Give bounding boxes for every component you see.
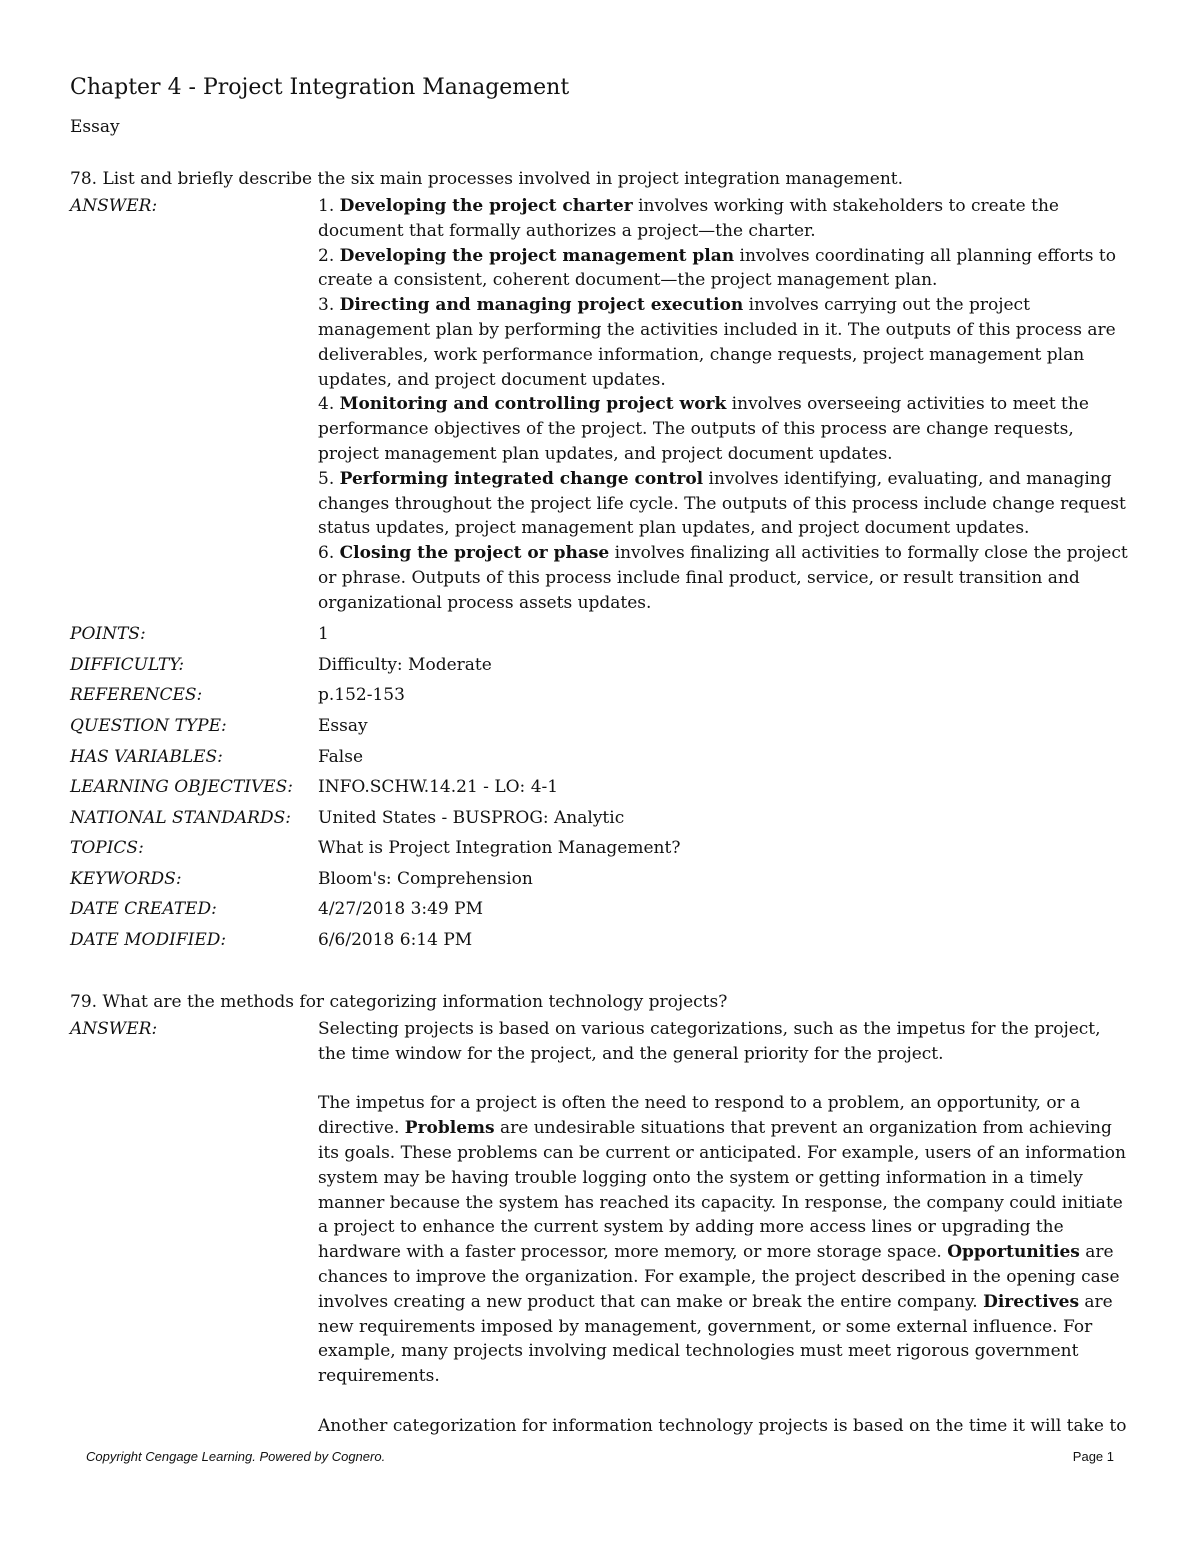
- references-value: p.152-153: [318, 685, 405, 706]
- date-modified-label: DATE MODIFIED:: [70, 930, 227, 951]
- national-standards-label: NATIONAL STANDARDS:: [70, 807, 291, 828]
- question-79-text: 79. What are the methods for categorizing information technology projects?: [70, 992, 728, 1013]
- answer-item: 5. Performing integrated change control involves identifying, evaluating, and managing changes throughout the project life cycle. The outputs of this process include change request status updates, project management plan updates, and project document updates.: [318, 468, 1126, 539]
- date-modified-value: 6/6/2018 6:14 PM: [318, 930, 473, 951]
- question-79-block: [70, 1017, 1132, 1439]
- answer-label: ANSWER:: [70, 1019, 158, 1040]
- has-variables-value: False: [318, 746, 363, 767]
- question-78-text: 78. List and briefly describe the six main processes involved in project integration management.: [70, 169, 904, 189]
- points-label: POINTS:: [70, 624, 146, 645]
- keywords-label: KEYWORDS:: [70, 868, 182, 889]
- topics-value: What is Project Integration Management?: [318, 838, 681, 859]
- answer-item: 1. Developing the project charter involves working with stakeholders to create the document that formally authorizes a project—the charter.: [318, 196, 1059, 241]
- difficulty-label: DIFFICULTY:: [70, 654, 185, 675]
- document-page: [70, 74, 1132, 1439]
- page-footer: [86, 1449, 1114, 1464]
- chapter-title: Chapter 4 - Project Integration Management: [70, 75, 570, 100]
- answer-label: ANSWER:: [70, 196, 158, 216]
- keywords-value: Bloom's: Comprehension: [318, 868, 533, 889]
- learning-objectives-value: INFO.SCHW.14.21 - LO: 4-1: [318, 777, 559, 798]
- answer-paragraph: Another categorization for information technology projects is based on the time it will take to: [318, 1415, 1127, 1436]
- has-variables-label: HAS VARIABLES:: [70, 746, 223, 767]
- learning-objectives-label: LEARNING OBJECTIVES:: [70, 777, 294, 798]
- answer-item: 2. Developing the project management plan involves coordinating all planning efforts to create a consistent, coherent document—the project management plan.: [318, 245, 1116, 291]
- points-value: 1: [318, 624, 329, 645]
- answer-paragraph: The impetus for a project is often the need to respond to a problem, an opportunity, or a directive. Problems are undesirable situations that prevent an organization from achieving its goals. These problems can be current or anticipated. For example, users of an information system may be having trouble logging onto the system or getting information in a timely manner because the system has reached its capacity. In response, the company could initiate a project to enhance the current system by adding more access lines or upgrading the hardware with a faster processor, more memory, or more storage space. Opportunities are chances to improve the organization. For example, the project described in the opening case involves creating a new product that can make or break the entire company. Directives are new requirements imposed by management, government, or some external influence. For example, many projects involving medical technologies must meet rigorous government requirements.: [318, 1093, 1126, 1387]
- answer-paragraph: Selecting projects is based on various categorizations, such as the impetus for the project, the time window for the project, and the general priority for the project.: [318, 1019, 1101, 1064]
- topics-label: TOPICS:: [70, 838, 144, 859]
- difficulty-value: Difficulty: Moderate: [318, 654, 492, 675]
- answer-list: [318, 194, 1132, 616]
- page-number: Page 1: [1072, 1449, 1114, 1464]
- national-standards-value: United States - BUSPROG: Analytic: [318, 807, 625, 828]
- section-label: Essay: [70, 117, 120, 137]
- copyright-text: Copyright Cengage Learning. Powered by Cognero.: [86, 1449, 386, 1464]
- answer-body: [318, 1017, 1132, 1439]
- date-created-label: DATE CREATED:: [70, 899, 217, 920]
- question-type-label: QUESTION TYPE:: [70, 715, 227, 736]
- question-78-block: [70, 194, 1132, 952]
- date-created-value: 4/27/2018 3:49 PM: [318, 899, 483, 920]
- question-type-value: Essay: [318, 715, 368, 736]
- references-label: REFERENCES:: [70, 685, 203, 706]
- answer-item: 4. Monitoring and controlling project work involves overseeing activities to meet the performance objectives of the project. The outputs of this process are change requests, project management plan updates, and project document updates.: [318, 394, 1089, 464]
- answer-item: 6. Closing the project or phase involves finalizing all activities to formally close the project or phrase. Outputs of this process include final product, service, or result transition and organizational process assets updates.: [318, 543, 1128, 613]
- answer-item: 3. Directing and managing project execution involves carrying out the project management plan by performing the activities included in it. The outputs of this process are deliverables, work performance information, change requests, project management plan updates, and project document updates.: [318, 295, 1116, 390]
